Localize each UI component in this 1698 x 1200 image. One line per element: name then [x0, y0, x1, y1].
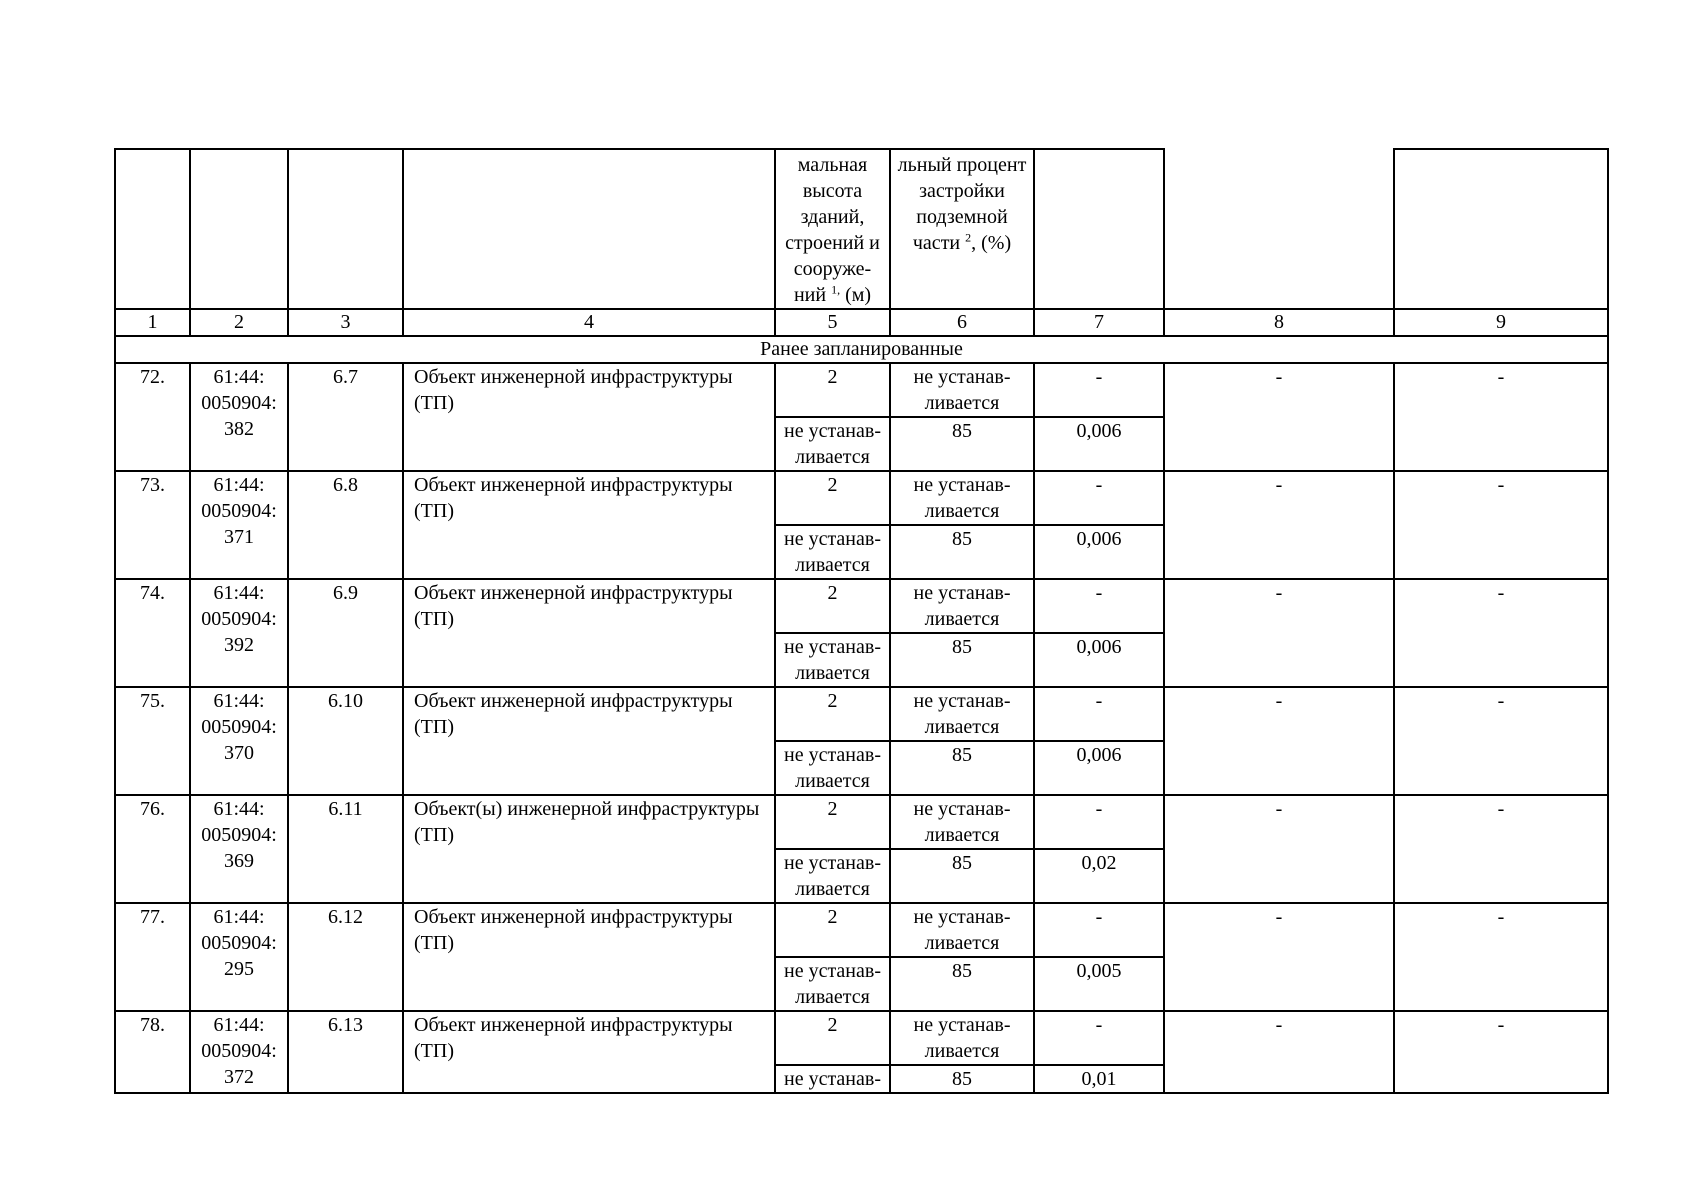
col8-value: -: [1164, 1011, 1394, 1093]
plot-code: 6.8: [288, 471, 403, 579]
cadastral-number-part: 0050904:: [201, 500, 277, 522]
table-row: [115, 471, 1608, 525]
max-percent: не устанав-ливается: [890, 579, 1034, 633]
row-number: 75.: [115, 687, 190, 795]
row-number: 77.: [115, 903, 190, 1011]
cadastral-number-part: 0050904:: [201, 716, 277, 738]
object-name: Объект инженерной инфраструктуры (ТП): [403, 363, 775, 471]
object-name: Объект инженерной инфраструктуры (ТП): [403, 687, 775, 795]
col7-value: -: [1034, 363, 1164, 417]
table-row: [115, 1011, 1608, 1065]
header-text: ний $^{1,}$ (м): [793, 282, 872, 306]
object-name: Объект инженерной инфраструктуры (ТП): [403, 1011, 775, 1093]
max-height: 2: [775, 687, 890, 741]
object-name: Объект инженерной инфраструктуры (ТП): [403, 903, 775, 1011]
table-row: [115, 795, 1608, 849]
column-number: 9: [1394, 309, 1608, 336]
max-height: не устанав-ливается: [775, 849, 890, 903]
header-text: мальная: [797, 154, 868, 176]
max-height: не устанав-: [775, 1065, 890, 1093]
plot-code: 6.10: [288, 687, 403, 795]
cadastral-number-part: 369: [224, 850, 254, 872]
max-height: 2: [775, 471, 890, 525]
cadastral-number-part: 0050904:: [201, 932, 277, 954]
header-text: зданий,: [800, 206, 865, 228]
col7-value: -: [1034, 795, 1164, 849]
cadastral-number-part: 61:44:: [213, 474, 265, 496]
col7-value: -: [1034, 1011, 1164, 1065]
cadastral-number-part: 370: [224, 742, 254, 764]
cadastral-number-part: 61:44:: [213, 366, 265, 388]
table-header-row: [115, 149, 1608, 309]
column-number: 3: [288, 309, 403, 336]
header-cell: [190, 149, 288, 309]
max-height: не устанав-ливается: [775, 633, 890, 687]
row-number: 72.: [115, 363, 190, 471]
cadastral-number: [190, 1011, 288, 1093]
col8-value: -: [1164, 903, 1394, 1011]
col9-value: -: [1394, 363, 1608, 471]
cadastral-number: [190, 471, 288, 579]
row-number: 74.: [115, 579, 190, 687]
parameters-table: [114, 148, 1609, 1094]
col7-value: 0,006: [1034, 741, 1164, 795]
max-percent: 85: [890, 1065, 1034, 1093]
plot-code: 6.13: [288, 1011, 403, 1093]
cadastral-number-part: 295: [224, 958, 254, 980]
header-cell: [1034, 149, 1164, 309]
col7-value: 0,01: [1034, 1065, 1164, 1093]
cadastral-number: [190, 579, 288, 687]
col7-value: -: [1034, 579, 1164, 633]
max-height: не устанав-ливается: [775, 525, 890, 579]
col8-value: -: [1164, 687, 1394, 795]
max-height: не устанав-ливается: [775, 741, 890, 795]
cadastral-number-part: 371: [224, 526, 254, 548]
header-cell: [403, 149, 775, 309]
row-number: 73.: [115, 471, 190, 579]
col8-value: -: [1164, 471, 1394, 579]
max-percent: 85: [890, 417, 1034, 471]
max-height: 2: [775, 1011, 890, 1065]
col7-value: -: [1034, 687, 1164, 741]
header-cell: [1394, 149, 1608, 309]
row-number: 76.: [115, 795, 190, 903]
cadastral-number-part: 0050904:: [201, 392, 277, 414]
cadastral-number-part: 61:44:: [213, 1014, 265, 1036]
col9-value: -: [1394, 795, 1608, 903]
table-row: [115, 903, 1608, 957]
cadastral-number-part: 61:44:: [213, 906, 265, 928]
object-name: Объект инженерной инфраструктуры (ТП): [403, 579, 775, 687]
header-text: строений и: [785, 232, 880, 254]
cadastral-number-part: 0050904:: [201, 824, 277, 846]
plot-code: 6.11: [288, 795, 403, 903]
cadastral-number-part: 372: [224, 1066, 254, 1088]
col9-value: -: [1394, 471, 1608, 579]
max-height: 2: [775, 579, 890, 633]
column-number: 4: [403, 309, 775, 336]
max-percent: не устанав-ливается: [890, 903, 1034, 957]
row-number: 78.: [115, 1011, 190, 1093]
table-row: [115, 363, 1608, 417]
column-numbers-row: [115, 309, 1608, 336]
max-percent: не устанав-ливается: [890, 363, 1034, 417]
max-percent: не устанав-ливается: [890, 1011, 1034, 1065]
cadastral-number-part: 392: [224, 634, 254, 656]
cadastral-number: [190, 795, 288, 903]
header-text: застройки: [919, 180, 1005, 202]
max-height: не устанав-ливается: [775, 957, 890, 1011]
cadastral-number-part: 61:44:: [213, 798, 265, 820]
col8-value: -: [1164, 363, 1394, 471]
col7-value: 0,006: [1034, 633, 1164, 687]
max-percent: 85: [890, 741, 1034, 795]
col9-value: -: [1394, 579, 1608, 687]
header-cell: [115, 149, 190, 309]
object-name: Объект(ы) инженерной инфраструктуры (ТП): [403, 795, 775, 903]
max-percent: 85: [890, 957, 1034, 1011]
max-percent: не устанав-ливается: [890, 795, 1034, 849]
cadastral-number-part: 382: [224, 418, 254, 440]
table-row: [115, 687, 1608, 741]
max-height: 2: [775, 795, 890, 849]
cadastral-number-part: 61:44:: [213, 582, 265, 604]
col8-value: -: [1164, 579, 1394, 687]
max-percent: 85: [890, 849, 1034, 903]
max-percent: не устанав-ливается: [890, 687, 1034, 741]
max-percent: не устанав-ливается: [890, 471, 1034, 525]
column-number: 8: [1164, 309, 1394, 336]
plot-code: 6.9: [288, 579, 403, 687]
header-cell: [288, 149, 403, 309]
cadastral-number-part: 0050904:: [201, 608, 277, 630]
plot-code: 6.12: [288, 903, 403, 1011]
header-text: льный процент: [897, 154, 1027, 176]
cadastral-number: [190, 903, 288, 1011]
cadastral-number-part: 61:44:: [213, 690, 265, 712]
section-title: Ранее запланированные: [115, 336, 1608, 363]
header-text: сооруже-: [793, 258, 872, 280]
max-height: 2: [775, 903, 890, 957]
column-number: 6: [890, 309, 1034, 336]
column-number: 1: [115, 309, 190, 336]
section-row: [115, 336, 1608, 363]
header-text: высота: [802, 180, 863, 202]
max-percent: 85: [890, 525, 1034, 579]
max-height: не устанав-ливается: [775, 417, 890, 471]
col7-value: 0,006: [1034, 417, 1164, 471]
header-cell: [1164, 149, 1394, 309]
col7-value: 0,02: [1034, 849, 1164, 903]
max-percent: 85: [890, 633, 1034, 687]
plot-code: 6.7: [288, 363, 403, 471]
table-row: [115, 579, 1608, 633]
max-height: 2: [775, 363, 890, 417]
cadastral-number: [190, 363, 288, 471]
header-max-height: [775, 149, 890, 309]
col7-value: -: [1034, 471, 1164, 525]
col9-value: -: [1394, 687, 1608, 795]
col7-value: 0,006: [1034, 525, 1164, 579]
col7-value: 0,005: [1034, 957, 1164, 1011]
col9-value: -: [1394, 903, 1608, 1011]
object-name: Объект инженерной инфраструктуры (ТП): [403, 471, 775, 579]
header-max-percent: [890, 149, 1034, 309]
cadastral-number: [190, 687, 288, 795]
col8-value: -: [1164, 795, 1394, 903]
column-number: 2: [190, 309, 288, 336]
column-number: 7: [1034, 309, 1164, 336]
col7-value: -: [1034, 903, 1164, 957]
column-number: 5: [775, 309, 890, 336]
header-text: части $^2$, (%): [912, 230, 1012, 254]
header-text: подземной: [916, 206, 1008, 228]
col9-value: -: [1394, 1011, 1608, 1093]
cadastral-number-part: 0050904:: [201, 1040, 277, 1062]
